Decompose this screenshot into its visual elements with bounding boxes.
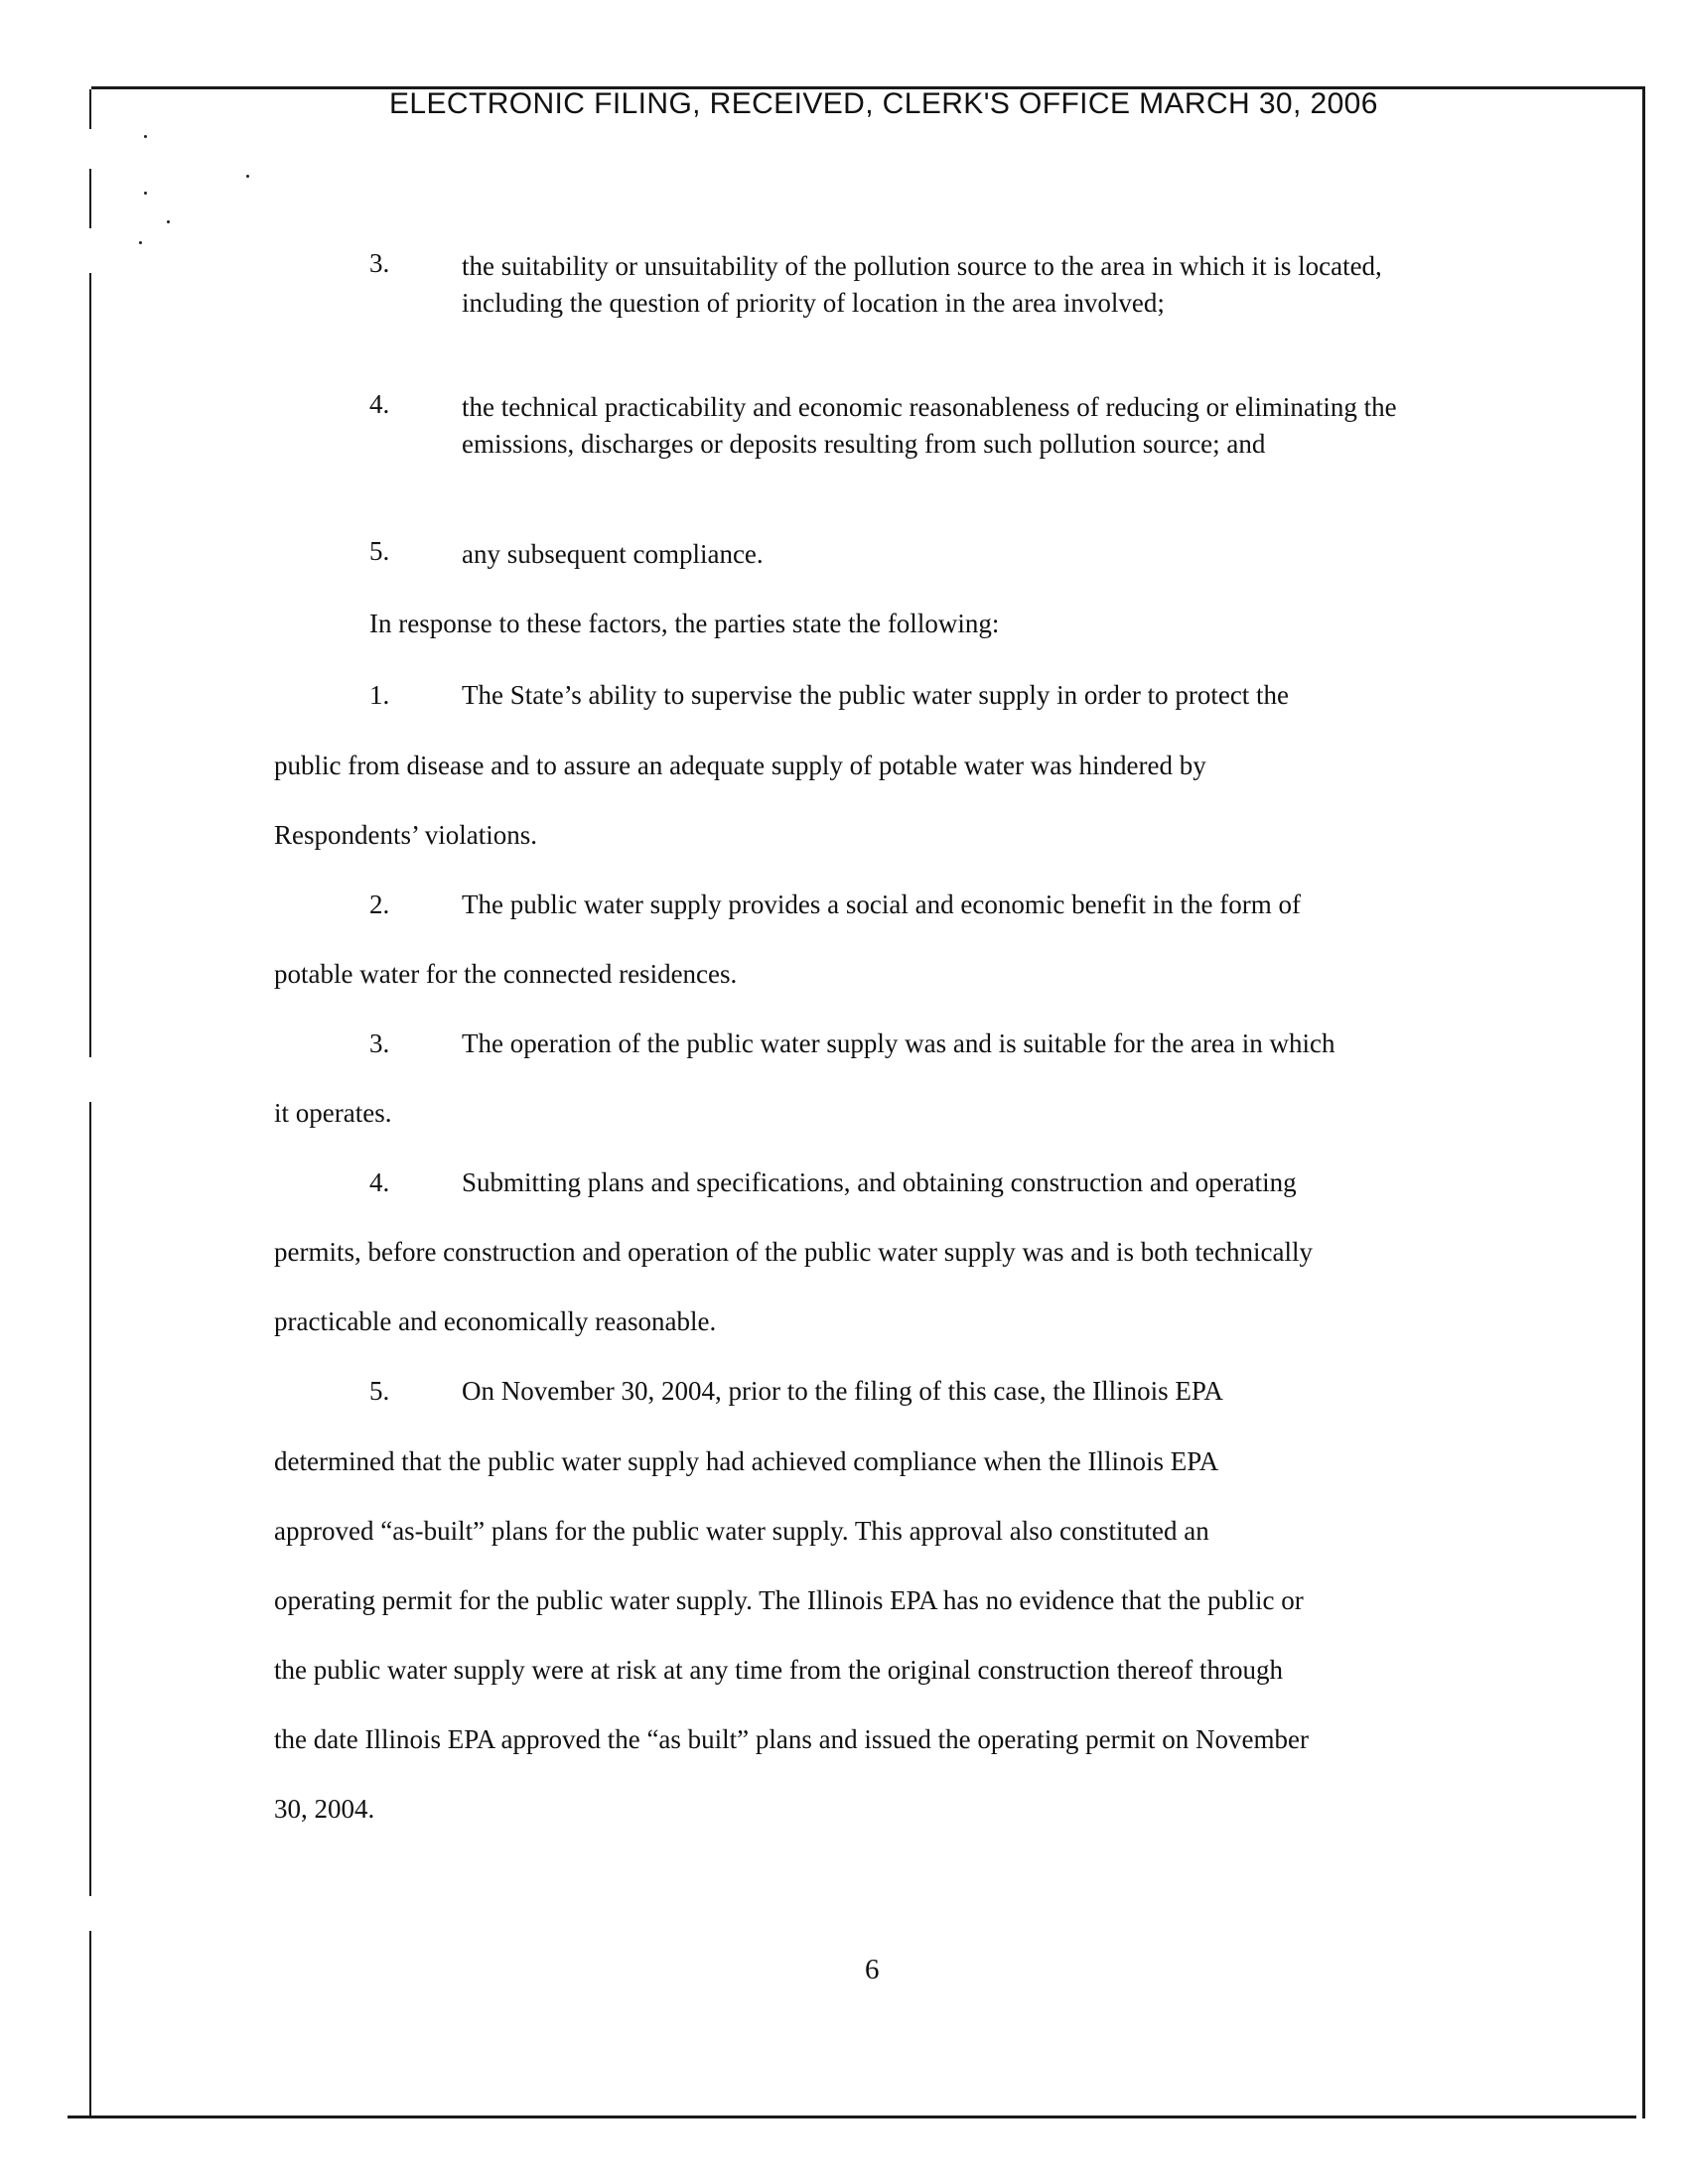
factor-text: any subsequent compliance. bbox=[462, 539, 764, 569]
response-4-line: practicable and economically reasonable. bbox=[274, 1306, 717, 1336]
response-5-line: 30, 2004. bbox=[274, 1794, 375, 1824]
response-intro: In response to these factors, the parties state the following: bbox=[369, 609, 1000, 638]
scan-speck bbox=[144, 192, 147, 195]
page-border-left bbox=[89, 1102, 91, 1896]
factor-number: 4. bbox=[369, 389, 390, 419]
page-border-left bbox=[89, 89, 91, 129]
response-3-line: it operates. bbox=[274, 1098, 392, 1128]
factor-number: 3. bbox=[369, 248, 390, 278]
response-2-line: The public water supply provides a social and economic benefit in the form of bbox=[462, 889, 1301, 919]
response-number: 4. bbox=[369, 1167, 390, 1197]
scan-speck bbox=[167, 220, 170, 223]
scan-speck bbox=[139, 241, 142, 244]
page-border-left bbox=[89, 273, 91, 1057]
page-border-left bbox=[89, 169, 91, 228]
response-3-line: The operation of the public water supply was and is suitable for the area in which bbox=[462, 1028, 1335, 1058]
response-number: 1. bbox=[369, 680, 390, 710]
factor-text: the technical practicability and economic reasonableness of reducing or eliminating the emissions, discharges or deposits resulting from such pollution source; and bbox=[462, 392, 1397, 459]
response-1-line: Respondents’ violations. bbox=[274, 820, 537, 850]
factor-text: the suitability or unsuitability of the pollution source to the area in which it is located, including the question of priority of location in the area involved; bbox=[462, 251, 1382, 318]
response-4-line: permits, before construction and operation of the public water supply was and is both technically bbox=[274, 1237, 1313, 1267]
response-5-line: the public water supply were at risk at any time from the original construction thereof through bbox=[274, 1655, 1283, 1685]
response-2-line: potable water for the connected residences. bbox=[274, 959, 738, 989]
response-4-line: Submitting plans and specifications, and obtaining construction and operating bbox=[462, 1167, 1297, 1197]
scan-speck bbox=[144, 135, 147, 138]
page-number: 6 bbox=[865, 1954, 880, 1985]
page-border-bottom bbox=[68, 2116, 1636, 2118]
response-5-line: determined that the public water supply had achieved compliance when the Illinois EPA bbox=[274, 1446, 1219, 1476]
response-5-line: operating permit for the public water supply. The Illinois EPA has no evidence that the public or bbox=[274, 1585, 1304, 1615]
response-5-line: approved “as-built” plans for the public water supply. This approval also constituted an bbox=[274, 1516, 1209, 1546]
response-number: 3. bbox=[369, 1028, 390, 1058]
page-border-left bbox=[89, 1931, 91, 2117]
response-number: 5. bbox=[369, 1376, 390, 1406]
filing-stamp-header: ELECTRONIC FILING, RECEIVED, CLERK'S OFFICE MARCH 30, 2006 bbox=[389, 87, 1378, 120]
response-5-line: On November 30, 2004, prior to the filing of this case, the Illinois EPA bbox=[462, 1376, 1223, 1406]
response-1-line: The State’s ability to supervise the public water supply in order to protect the bbox=[462, 680, 1290, 710]
factor-number: 5. bbox=[369, 536, 390, 566]
response-5-line: the date Illinois EPA approved the “as built” plans and issued the operating permit on November bbox=[274, 1724, 1310, 1754]
response-number: 2. bbox=[369, 889, 390, 919]
scan-speck bbox=[246, 175, 249, 178]
page-border-right bbox=[1642, 86, 1645, 2118]
response-1-line: public from disease and to assure an adequate supply of potable water was hindered by bbox=[274, 751, 1206, 780]
